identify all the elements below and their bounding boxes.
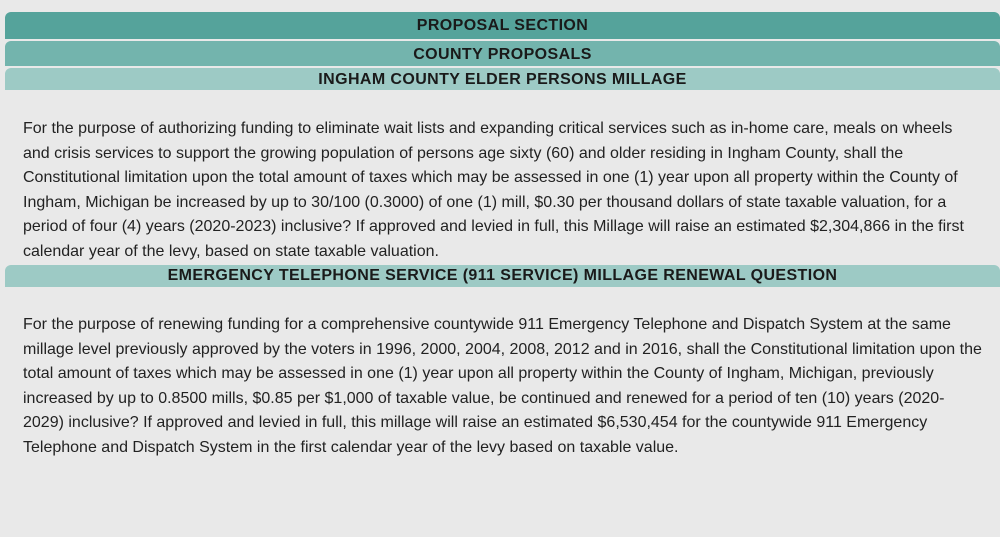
emergency-911-millage-title: EMERGENCY TELEPHONE SERVICE (911 SERVICE) MILLAGE RENEWAL QUESTION — [5, 265, 1000, 287]
proposal-section-header: PROPOSAL SECTION — [5, 12, 1000, 39]
emergency-911-millage-text: For the purpose of renewing funding for a comprehensive countywide 911 Emergency Telephone and Dispatch System at the same millage level previously approved by the voters in 1996, 2000, 2004, 2008, 2012 and in 2016, shall the Constitutional limitation upon the total amount of taxes which may be assessed in one (1) year upon all property within the County of Ingham, Michigan, previously increased by up to 0.8500 mills, $0.85 per $1,000 of taxable value, be continued and renewed for a period of ten (10) years (2020-2029) inclusive? If approved and levied in full, this millage will raise an estimated $6,530,454 for the countywide 911 Emergency Telephone and Dispatch System in the first calendar year of the levy based on taxable value. — [23, 316, 982, 456]
elder-persons-millage-title: INGHAM COUNTY ELDER PERSONS MILLAGE — [5, 68, 1000, 90]
county-proposals-header: COUNTY PROPOSALS — [5, 41, 1000, 66]
elder-persons-millage-text: For the purpose of authorizing funding to eliminate wait lists and expanding critical services such as in-home care, meals on wheels and crisis services to support the growing population of persons age sixty (60) and older residing in Ingham County, shall the Constitutional limitation upon the total amount of taxes which may be assessed in one (1) year upon all property within the County of Ingham, Michigan be increased by up to 30/100 (0.3000) of one (1) mill, $0.30 per thousand dollars of state taxable valuation, for a period of four (4) years (2020-2023) inclusive? If approved and levied in full, this Millage will raise an estimated $2,304,866 in the first calendar year of the levy, based on state taxable valuation. — [23, 120, 964, 260]
